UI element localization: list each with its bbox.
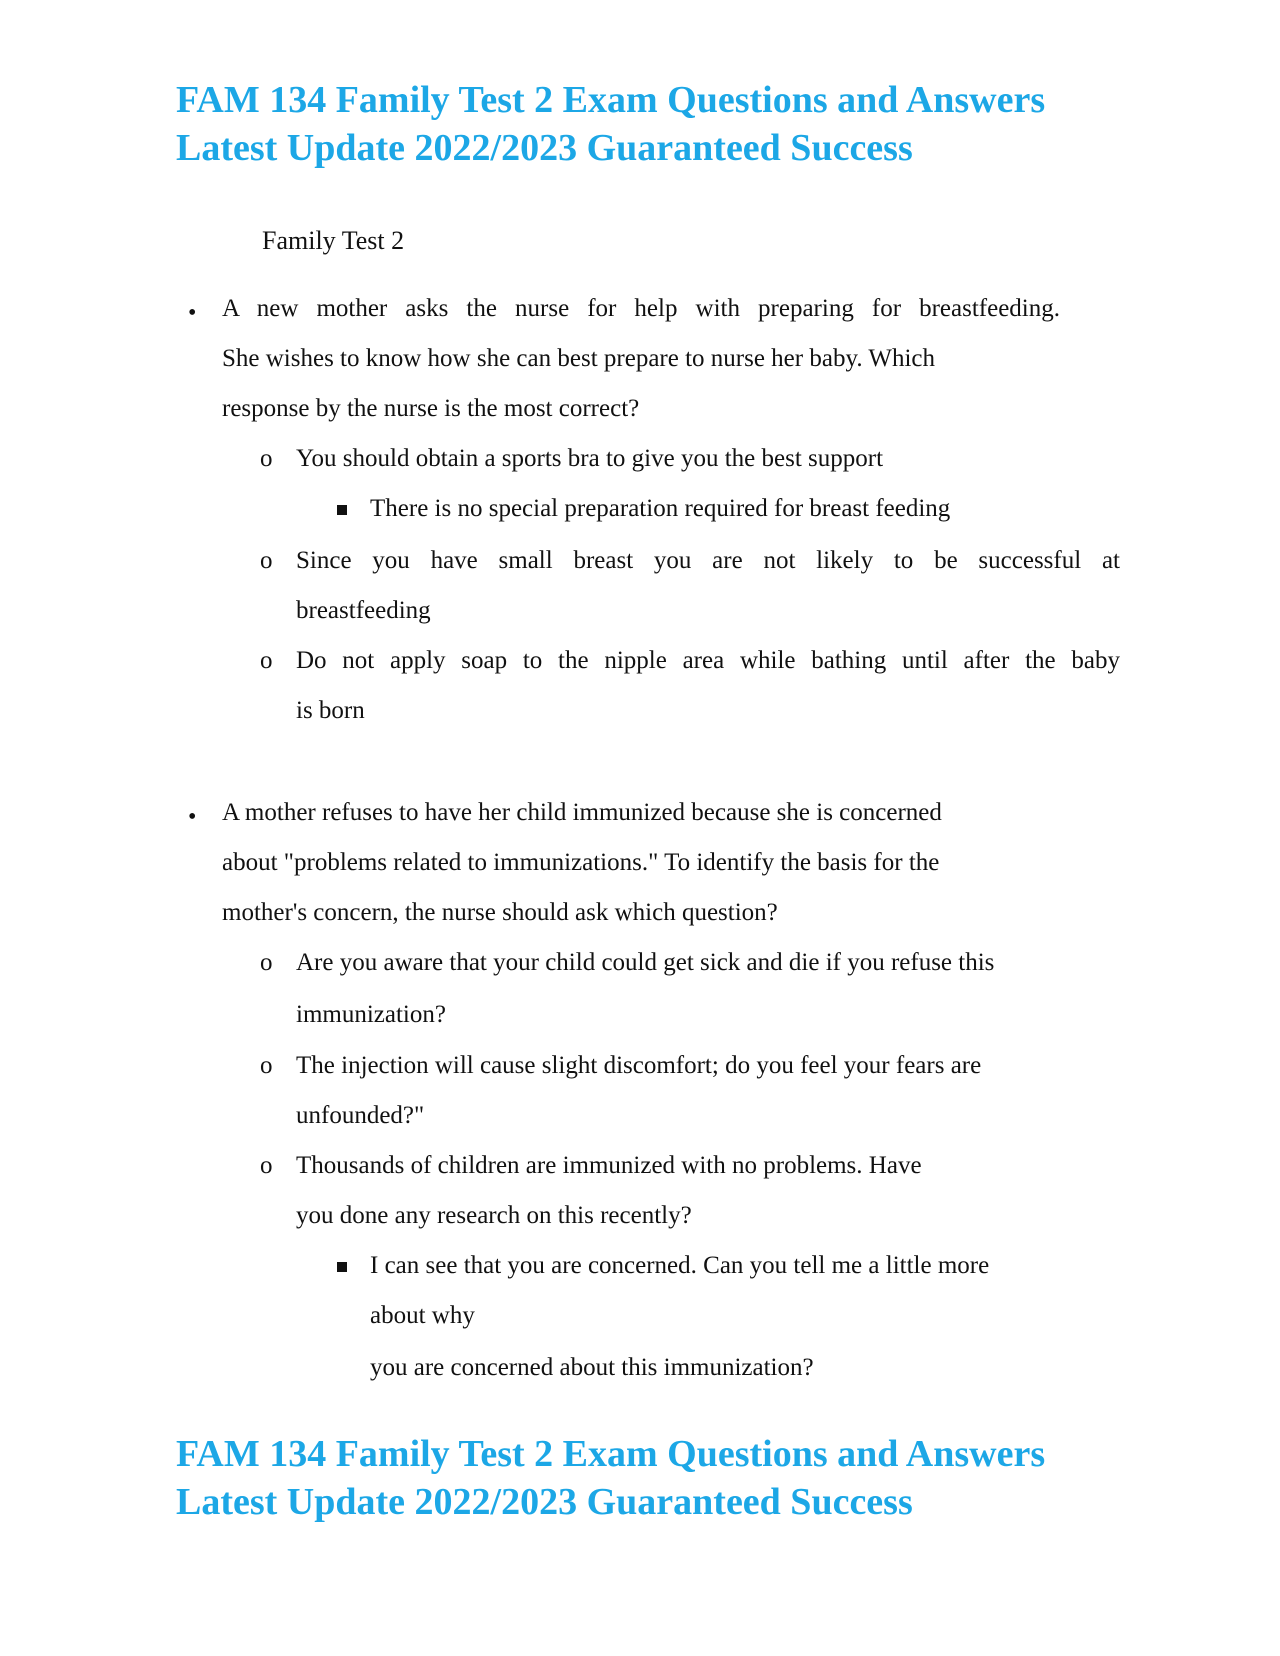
bullet-marker: • <box>188 300 197 326</box>
question-1-text-line-2: She wishes to know how she can best prepare to nurse her baby. Which <box>222 345 936 372</box>
option-text-line-2: about why <box>370 1302 475 1329</box>
option-text-line-3: you are concerned about this immunization? <box>370 1354 814 1381</box>
document-title-repeat: FAM 134 Family Test 2 Exam Questions and Answers Latest Update 2022/2023 Guaranteed Success <box>176 1433 1046 1523</box>
option-marker: o <box>260 949 273 976</box>
option-text-line-1: The injection will cause slight discomfort; do you feel your fears are <box>296 1052 982 1079</box>
option-text: There is no special preparation required for breast feeding <box>370 495 951 522</box>
document-subtitle: Family Test 2 <box>262 226 405 255</box>
bullet-marker: • <box>188 804 197 830</box>
option-marker: o <box>260 1052 273 1079</box>
option-marker: o <box>260 1152 273 1179</box>
square-bullet-icon <box>337 1262 347 1272</box>
option-text-line-2: breastfeeding <box>296 597 431 624</box>
question-2-text-line-1: A mother refuses to have her child immunized because she is concerned <box>222 799 942 826</box>
square-bullet-icon <box>337 505 347 515</box>
option-text: You should obtain a sports bra to give you the best support <box>296 445 884 472</box>
question-2-text-line-2: about "problems related to immunizations." To identify the basis for the <box>222 849 940 876</box>
option-marker: o <box>260 547 273 574</box>
option-text-line-2: you done any research on this recently? <box>296 1202 692 1229</box>
option-marker: o <box>260 445 273 472</box>
option-text-line-2: unfounded?" <box>296 1102 425 1129</box>
question-2-text-line-3: mother's concern, the nurse should ask which question? <box>222 899 778 926</box>
question-1-text-line-1: A new mother asks the nurse for help with preparing for breastfeeding. <box>222 295 1060 322</box>
option-text-line-1: Are you aware that your child could get sick and die if you refuse this <box>296 949 995 976</box>
option-marker: o <box>260 647 273 674</box>
option-text-line-1: I can see that you are concerned. Can you tell me a little more <box>370 1252 990 1279</box>
option-text-line-1: Thousands of children are immunized with no problems. Have <box>296 1152 922 1179</box>
option-text-line-2: is born <box>296 697 365 724</box>
option-text-line-1: Since you have small breast you are not likely to be successful at <box>296 547 1120 574</box>
document-title: FAM 134 Family Test 2 Exam Questions and Answers Latest Update 2022/2023 Guaranteed Success <box>176 79 1046 169</box>
option-text-line-2: immunization? <box>296 1001 446 1028</box>
question-1-text-line-3: response by the nurse is the most correct? <box>222 395 640 422</box>
option-text-line-1: Do not apply soap to the nipple area while bathing until after the baby <box>296 647 1120 674</box>
